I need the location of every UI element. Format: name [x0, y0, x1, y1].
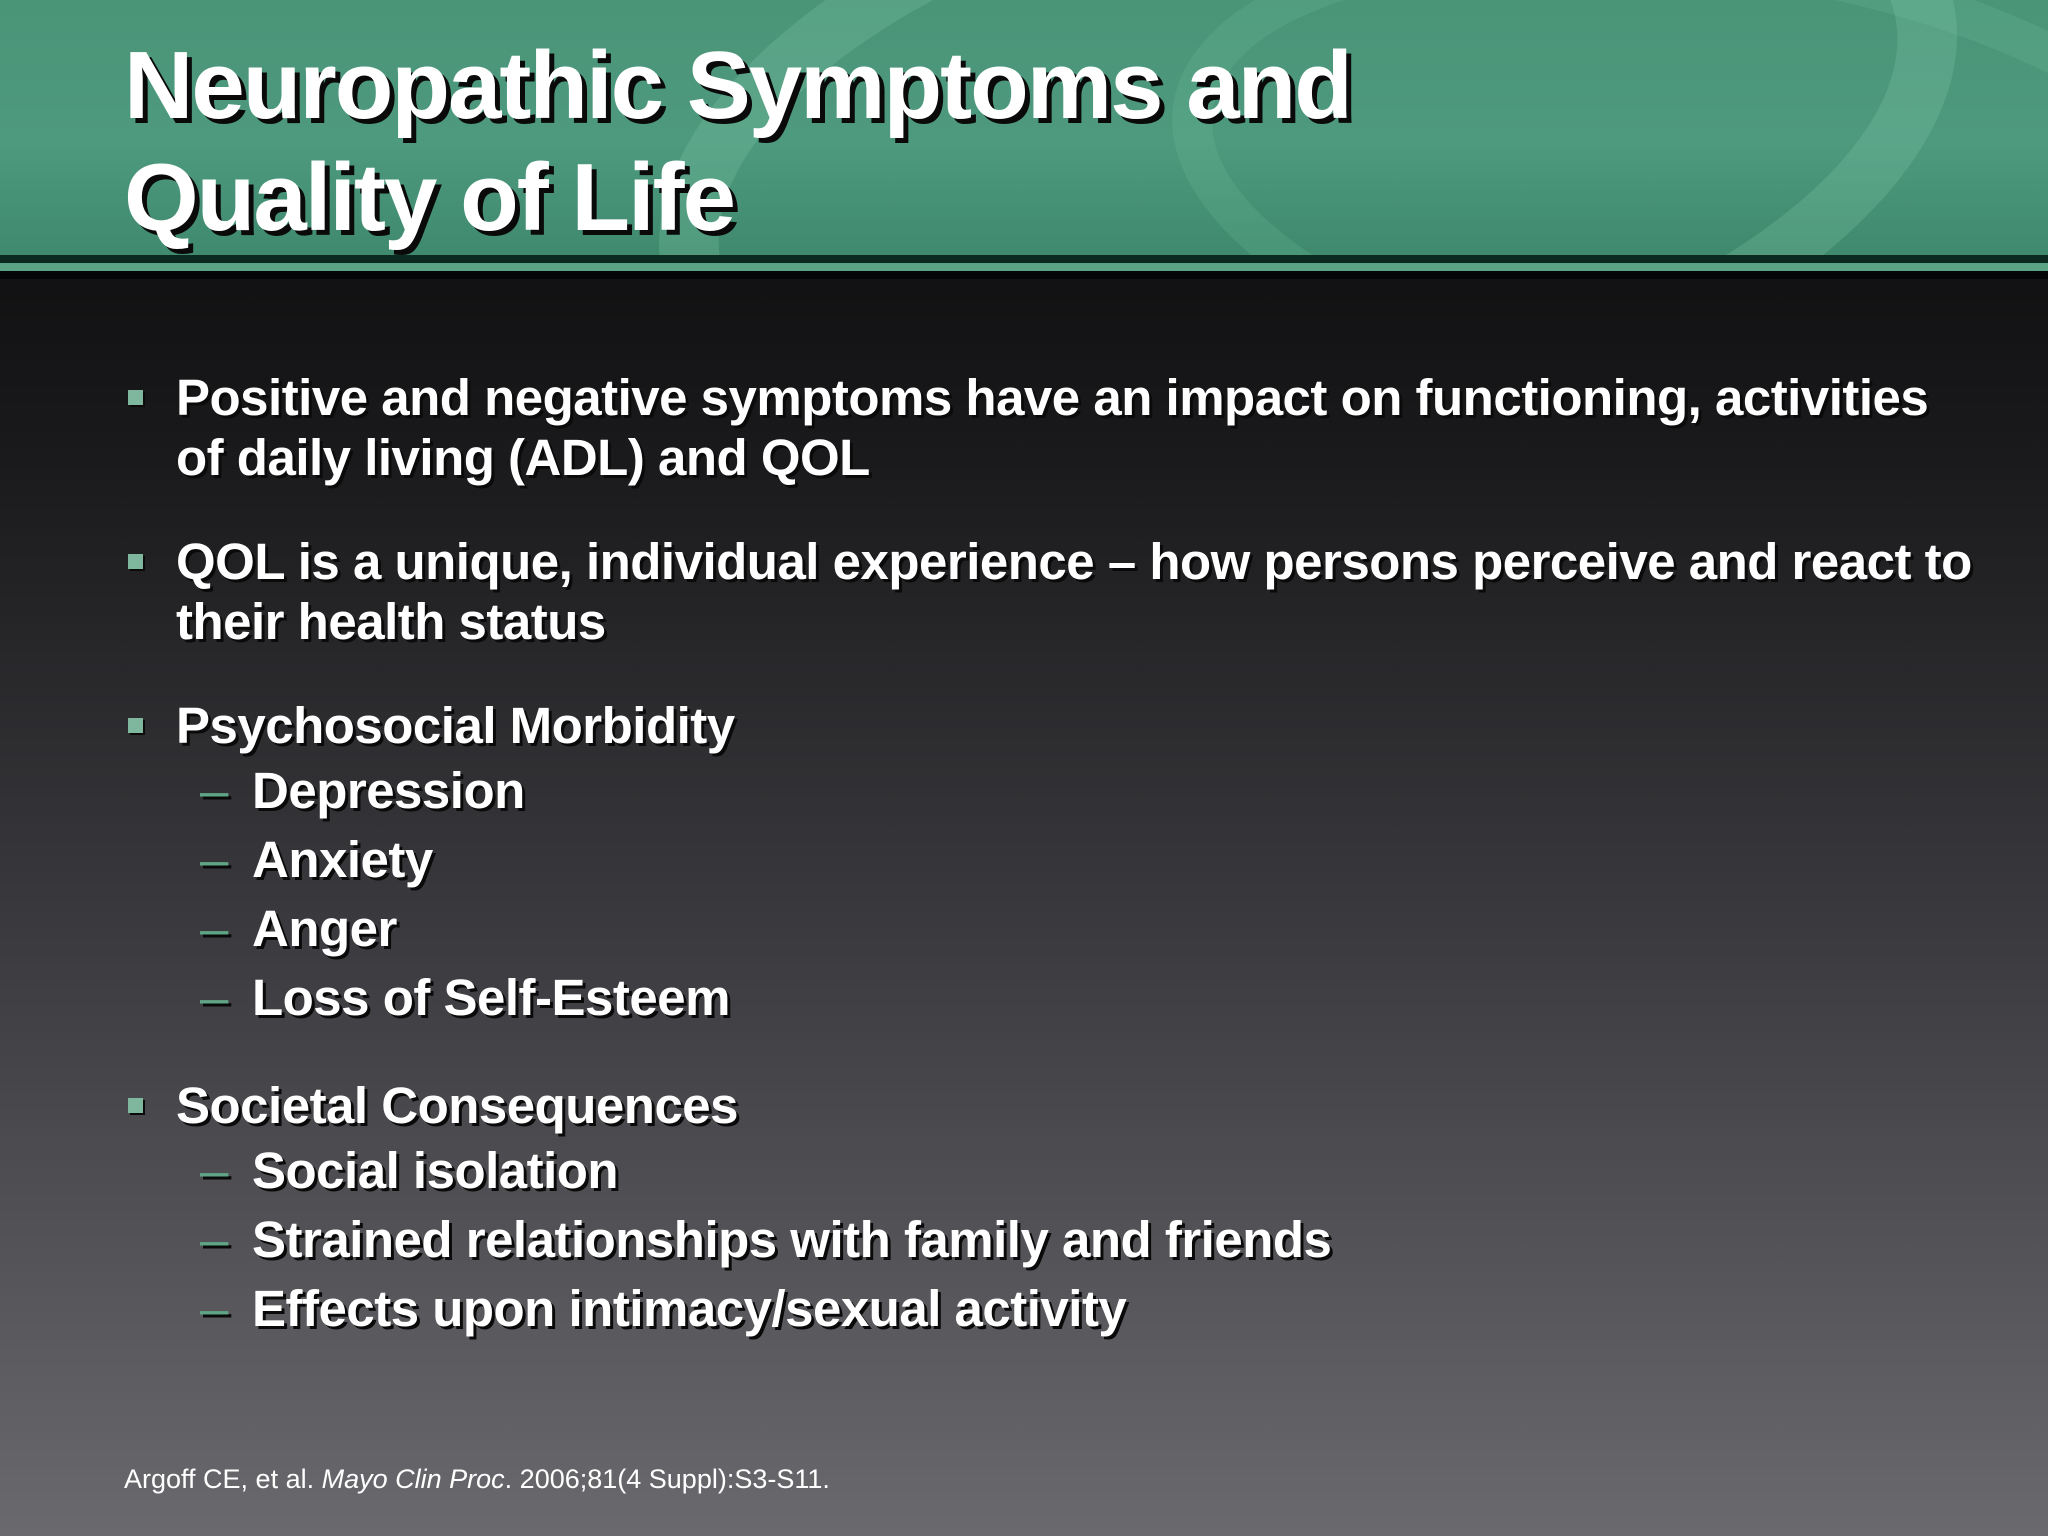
bullet-group-societal — [124, 1076, 1984, 1343]
citation-details: . 2006;81(4 Suppl):S3-S11. — [504, 1464, 830, 1494]
sub-bullet-item — [124, 825, 1984, 894]
citation-journal: Mayo Clin Proc — [321, 1464, 505, 1494]
sub-bullet-item — [124, 963, 1984, 1032]
sub-bullet-item — [124, 1136, 1984, 1205]
sub-bullet-item — [124, 1205, 1984, 1274]
slide-title — [124, 30, 1351, 254]
sub-bullet-text: Social isolation — [252, 1142, 619, 1199]
citation-authors: Argoff CE, et al. — [124, 1464, 322, 1494]
bullet-group-psychosocial — [124, 696, 1984, 1032]
dash-bullet-icon: – — [200, 831, 228, 888]
sub-bullet-text: Anxiety — [252, 831, 433, 888]
dash-bullet-icon: – — [200, 1211, 228, 1268]
square-bullet-icon — [128, 718, 143, 733]
slide-title-line-1: Neuropathic Symptoms and — [124, 32, 1351, 139]
sub-bullet-text: Anger — [252, 900, 397, 957]
dash-bullet-icon: – — [200, 762, 228, 819]
sub-bullet-item — [124, 756, 1984, 825]
sub-bullet-text: Loss of Self-Esteem — [252, 969, 730, 1026]
dash-bullet-icon: – — [200, 1142, 228, 1199]
square-bullet-icon — [128, 554, 143, 569]
bullet-item — [124, 532, 1984, 652]
banner-divider-accent — [0, 263, 2048, 271]
sub-bullet-item — [124, 1274, 1984, 1343]
bullet-item — [124, 1076, 1984, 1136]
bullet-text: Psychosocial Morbidity — [176, 697, 735, 754]
sub-bullet-text: Depression — [252, 762, 525, 819]
slide-title-line-2: Quality of Life — [124, 144, 735, 251]
square-bullet-icon — [128, 390, 143, 405]
bullet-text: Positive and negative symptoms have an impact on functioning, activities of daily living (ADL) and QOL — [176, 369, 1929, 486]
bullet-item — [124, 368, 1984, 488]
dash-bullet-icon: – — [200, 900, 228, 957]
dash-bullet-icon: – — [200, 969, 228, 1026]
bullet-list — [124, 368, 1984, 1387]
dash-bullet-icon: – — [200, 1280, 228, 1337]
sub-bullet-text: Effects upon intimacy/sexual activity — [252, 1280, 1127, 1337]
bullet-item — [124, 696, 1984, 756]
bullet-text: Societal Consequences — [176, 1077, 739, 1134]
bullet-text: QOL is a unique, individual experience – how persons perceive and react to their health status — [176, 533, 1972, 650]
square-bullet-icon — [128, 1098, 143, 1113]
sub-bullet-text: Strained relationships with family and friends — [252, 1211, 1332, 1268]
citation-footnote — [124, 1464, 830, 1495]
banner-divider — [0, 255, 2048, 263]
sub-bullet-item — [124, 894, 1984, 963]
banner-divider-lower — [0, 271, 2048, 279]
